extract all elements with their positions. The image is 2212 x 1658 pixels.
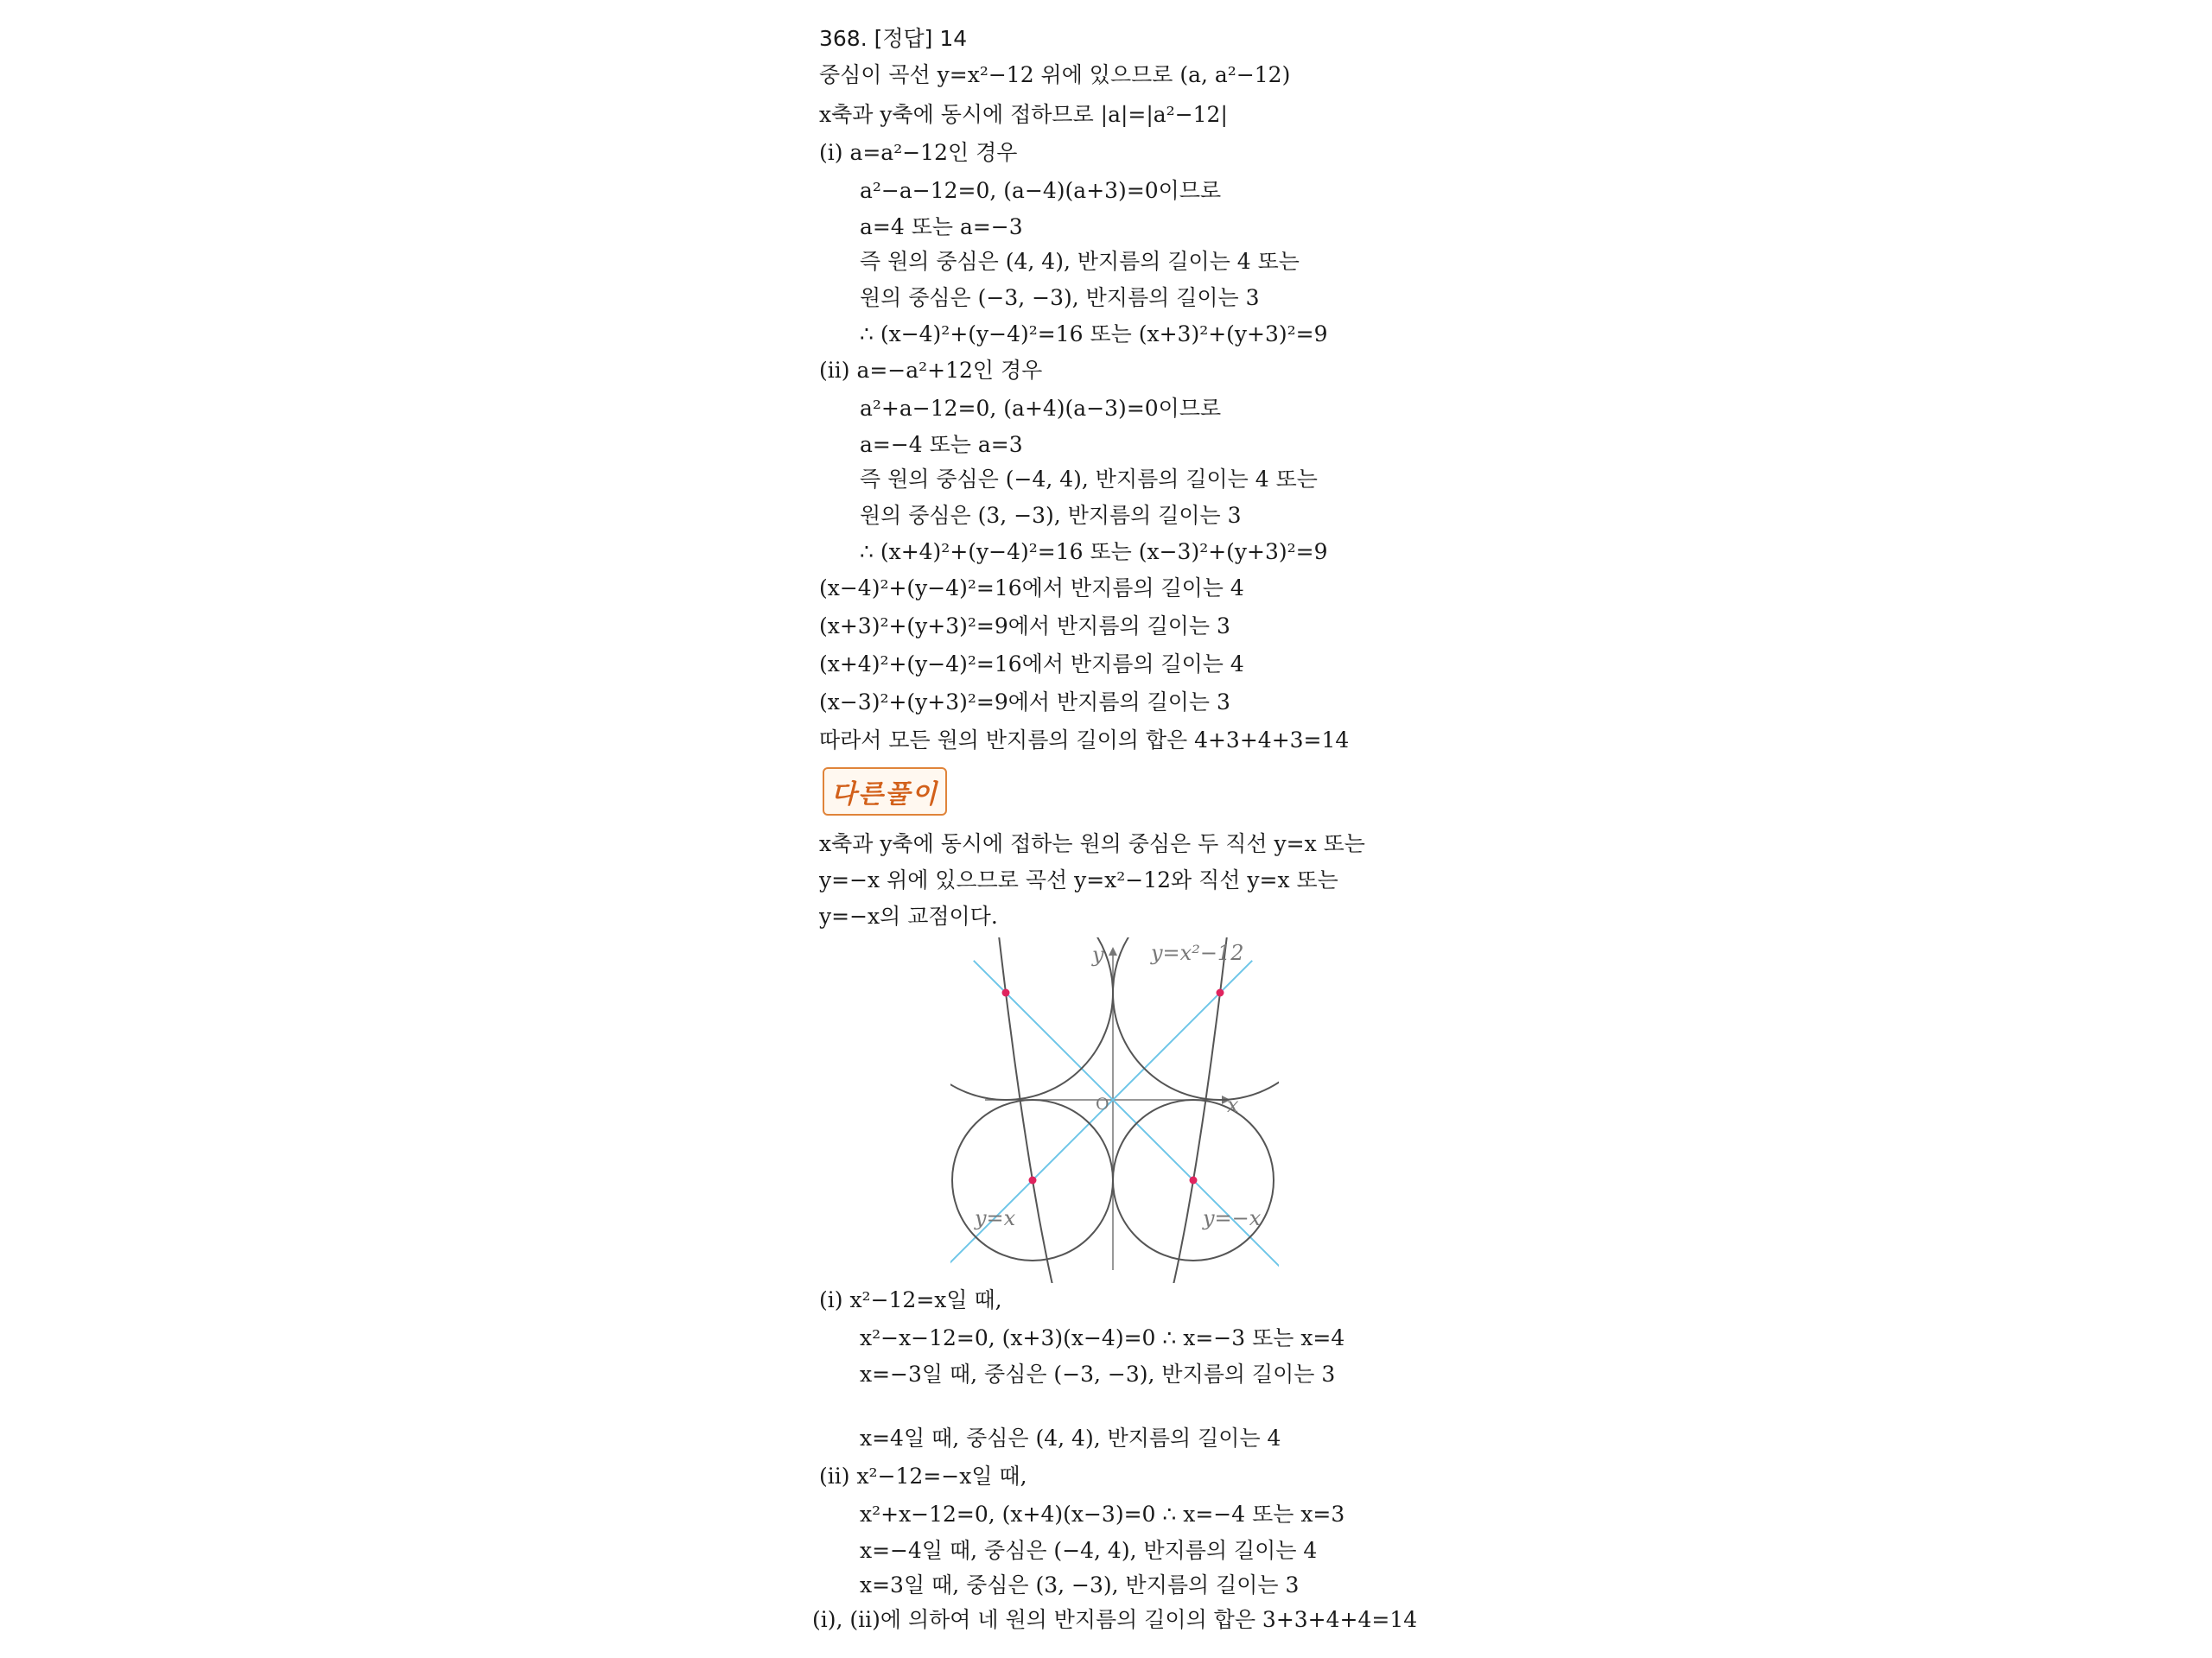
line-y-equals-x-label: y=x xyxy=(975,1206,1016,1230)
alt-solution-line: x²−x−12=0, (x+3)(x−4)=0 ∴ x=−3 또는 x=4 xyxy=(860,1325,1345,1350)
x-axis-label: x xyxy=(1227,1093,1239,1117)
solution-line: 원의 중심은 (3, −3), 반지름의 길이는 3 xyxy=(860,503,1242,528)
solution-line: 즉 원의 중심은 (−4, 4), 반지름의 길이는 4 또는 xyxy=(860,467,1318,492)
solution-line: (ⅱ) a=−a²+12인 경우 xyxy=(819,358,1043,383)
line-y-equals-neg-x-label: y=−x xyxy=(1203,1206,1262,1230)
solution-line: a=4 또는 a=−3 xyxy=(860,214,1023,239)
alt-solution-line: x=−3일 때, 중심은 (−3, −3), 반지름의 길이는 3 xyxy=(860,1362,1336,1387)
solution-line: (ⅰ) a=a²−12인 경우 xyxy=(819,140,1018,165)
line-y-equals-x xyxy=(950,961,1252,1283)
alt-solution-line: (ⅰ), (ⅱ)에 의하여 네 원의 반지름의 길이의 합은 3+3+4+4=14 xyxy=(812,1607,1418,1632)
solution-line: x축과 y축에 동시에 접하므로 |a|=|a²−12| xyxy=(819,102,1228,127)
problem-heading: 368. [정답] 14 xyxy=(819,26,968,51)
circle-center-point xyxy=(1029,1177,1037,1185)
circle-center-point xyxy=(1217,989,1224,997)
solution-line: 원의 중심은 (−3, −3), 반지름의 길이는 3 xyxy=(860,285,1260,310)
solution-line: ∴ (x+4)²+(y−4)²=16 또는 (x−3)²+(y+3)²=9 xyxy=(860,539,1328,564)
line-y-equals-neg-x xyxy=(974,961,1279,1283)
solution-line: (x+4)²+(y−4)²=16에서 반지름의 길이는 4 xyxy=(819,651,1244,677)
parabola-label: y=x²−12 xyxy=(1151,941,1244,965)
circles-graph xyxy=(950,937,1279,1283)
solution-line: 중심이 곡선 y=x²−12 위에 있으므로 (a, a²−12) xyxy=(819,62,1291,87)
alt-intro-line: y=−x의 교점이다. xyxy=(819,904,998,929)
alternative-solution-badge: 다른풀이 xyxy=(823,767,947,816)
solution-line: a²+a−12=0, (a+4)(a−3)=0이므로 xyxy=(860,396,1222,421)
solution-line: ∴ (x−4)²+(y−4)²=16 또는 (x+3)²+(y+3)²=9 xyxy=(860,321,1328,346)
solution-line: a=−4 또는 a=3 xyxy=(860,432,1023,457)
alt-solution-line: x=4일 때, 중심은 (4, 4), 반지름의 길이는 4 xyxy=(860,1426,1281,1451)
alt-intro-line: y=−x 위에 있으므로 곡선 y=x²−12와 직선 y=x 또는 xyxy=(819,867,1338,893)
solution-line: 즉 원의 중심은 (4, 4), 반지름의 길이는 4 또는 xyxy=(860,249,1300,274)
solution-line: (x−3)²+(y+3)²=9에서 반지름의 길이는 3 xyxy=(819,689,1230,715)
solution-line: a²−a−12=0, (a−4)(a+3)=0이므로 xyxy=(860,178,1222,203)
y-axis-arrow xyxy=(1109,947,1117,956)
alt-intro-line: x축과 y축에 동시에 접하는 원의 중심은 두 직선 y=x 또는 xyxy=(819,831,1365,856)
alt-solution-line: x²+x−12=0, (x+4)(x−3)=0 ∴ x=−4 또는 x=3 xyxy=(860,1502,1345,1527)
circle-center-point xyxy=(1002,989,1010,997)
alt-solution-line: x=3일 때, 중심은 (3, −3), 반지름의 길이는 3 xyxy=(860,1572,1300,1598)
solution-line: 따라서 모든 원의 반지름의 길이의 합은 4+3+4+3=14 xyxy=(819,727,1350,753)
solution-line: (x+3)²+(y+3)²=9에서 반지름의 길이는 3 xyxy=(819,613,1230,638)
solution-line: (x−4)²+(y−4)²=16에서 반지름의 길이는 4 xyxy=(819,575,1244,600)
alt-solution-line: (ⅱ) x²−12=−x일 때, xyxy=(819,1464,1027,1489)
origin-label: O xyxy=(1096,1095,1109,1114)
alt-solution-line: x=−4일 때, 중심은 (−4, 4), 반지름의 길이는 4 xyxy=(860,1538,1318,1563)
alt-solution-line: (ⅰ) x²−12=x일 때, xyxy=(819,1287,1002,1312)
y-axis-label: y xyxy=(1092,943,1104,967)
circle-center-point xyxy=(1190,1177,1198,1185)
